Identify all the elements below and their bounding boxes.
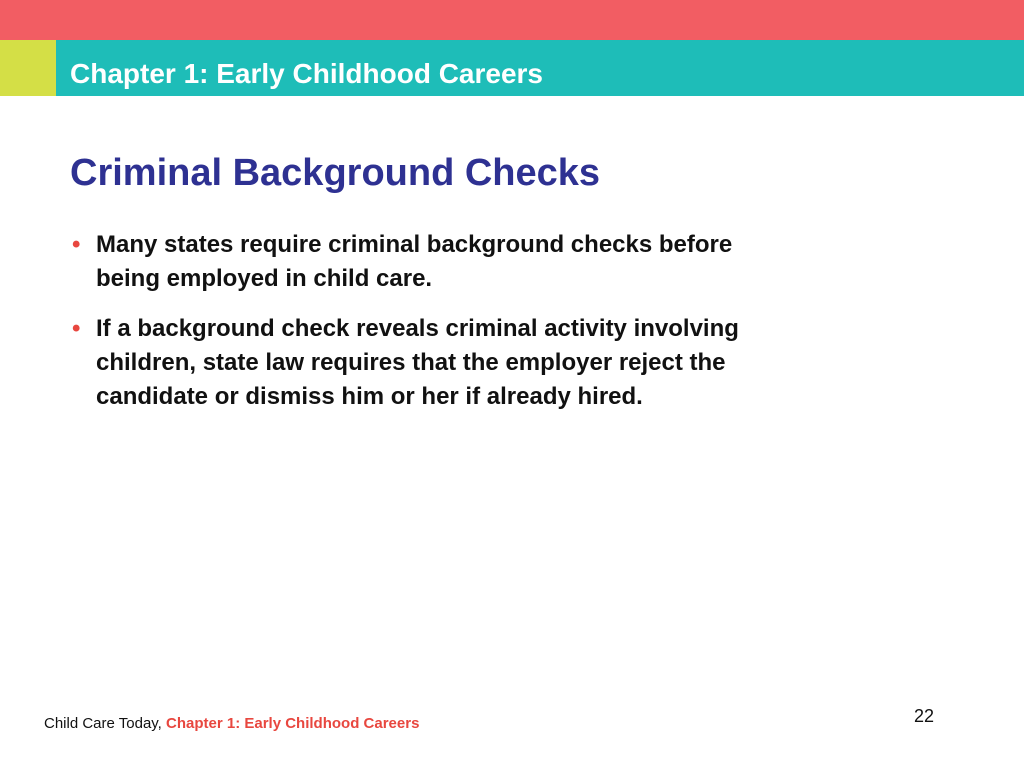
bullet-text: If a background check reveals criminal activity involving children, state law requires that the employer reject the candidate or dismiss him or her if already hired. [96,315,739,410]
bullet-dot-icon: • [72,315,81,342]
page-number: 22 [914,706,935,726]
chapter-title: Chapter 1: Early Childhood Careers [70,58,544,89]
accent-lime-block [0,40,56,96]
bullet-text: Many states require criminal background checks before being employed in child care. [96,231,733,292]
footer-chapter: Chapter 1: Early Childhood Careers [166,715,420,732]
slide-title: Criminal Background Checks [70,152,601,194]
bullet-item [72,228,752,296]
footer-book-title: Child Care Today, [44,715,167,732]
bullet-dot-icon: • [72,231,81,258]
top-color-band [0,0,1024,40]
bullet-list [72,228,752,430]
footer-citation [44,715,419,732]
bullet-item [72,312,752,414]
